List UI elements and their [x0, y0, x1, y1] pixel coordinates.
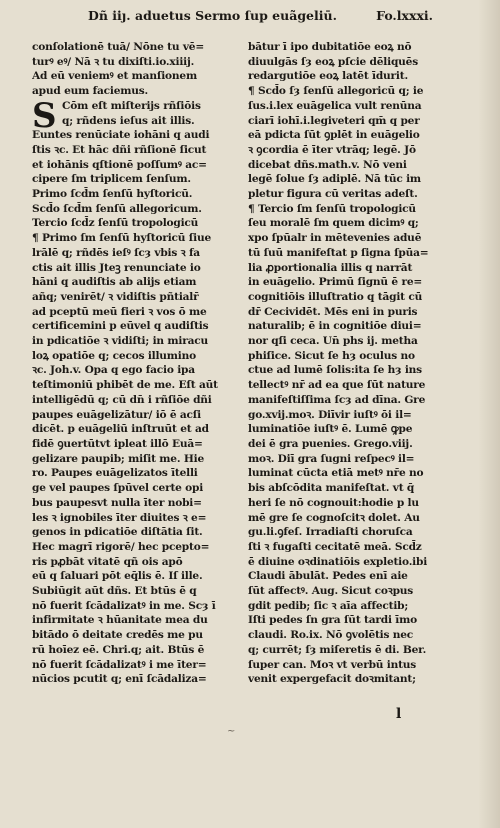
- text-line: bis abſcōdita manifeſtat. vt q̄: [248, 482, 415, 495]
- text-line: Primo ſcd̄m ſenſū hyſtoricū.: [32, 188, 193, 201]
- text-line: nor qſi ceca. Un̄ phs ij. metha: [248, 335, 418, 348]
- text-line: teſtimoniū phibēt de me. Eſt aūt: [32, 379, 218, 392]
- text-line: Hec magrī rigorē/ hec pcepto=: [32, 540, 210, 553]
- text-line: conſolationē tuā/ Nōne tu vē=: [32, 41, 204, 53]
- text-line: Cōm eſt miſterijs rñſiōis: [62, 99, 201, 112]
- text-line: tellectꝰ nr̄ ad ea que ſūt nature: [248, 379, 426, 392]
- running-header: [88, 8, 433, 30]
- text-line: pletur figura cū veritas adeſt.: [248, 188, 418, 201]
- text-line: paupes euāgelizātur/ iō ē acſi: [32, 408, 201, 421]
- text-line: ge vel paupes ſpūvel certe opi: [32, 482, 204, 495]
- running-header-title: Dñ iiȷ. aduetus Sermo ſup euãgeliū.: [88, 8, 337, 23]
- text-line: legē ſolue ſȝ adiplē. Nā tūc im: [248, 173, 421, 186]
- text-line: certificemini p eūvel q audiſtis: [32, 320, 209, 333]
- text-line: ſūt affectꝰ. Aug. Sicut coꝛpus: [248, 585, 414, 598]
- signature-mark: l: [396, 706, 402, 722]
- text-line: manifeſtiſſima ſcȝ ad dīna. Gre: [248, 393, 426, 406]
- text-line: ¶ Tercio ſm ſenſū tropologicū: [248, 202, 416, 215]
- text-line: rū hoīez eē. Chri.q; ait. Btūs ē: [32, 643, 205, 656]
- text-line: intelligēdū q; cū dn̄ i rñſiōe dñi: [32, 393, 212, 406]
- text-line: nō fuerit ſcādalizatꝰ i me īter=: [32, 658, 207, 671]
- text-line: moꝛ. Diī gra ſugni reſpecꝰ il=: [248, 452, 415, 465]
- text-line: go.xvij.moꝛ. Diīvir iuſtꝰ ōi il=: [248, 408, 412, 421]
- text-line: ad pceptū meū fieri ꝛ vos ō me: [32, 305, 207, 318]
- drop-initial: S: [32, 95, 57, 136]
- left-column: [32, 40, 232, 687]
- right-column: [248, 40, 444, 687]
- text-line: q; currēt; ſȝ miſeretis ē di. Ber.: [248, 643, 427, 656]
- text-line: Subiūgit aūt dñs. Et btūs ē q: [32, 585, 197, 598]
- text-line: in euāgelio. Primū ſignū ē re=: [248, 276, 423, 289]
- text-line: genos in pdicatiōe diſtātia ſit.: [32, 526, 203, 539]
- text-line: ſeu moralē ſm quem dicimꝰ q;: [248, 217, 419, 230]
- text-line: infirmitate ꝛ hūanitate mea du: [32, 614, 208, 627]
- text-line: heri ſe nō cognouit:hodie p lu: [248, 496, 419, 509]
- text-line: phiſice. Sicut ſe hȝ oculus no: [248, 349, 415, 362]
- text-line: gu.li.ꝯfeſ. Irradiaſti choruſca: [248, 526, 413, 539]
- text-line: lrālē q; rñdēs ieſꝰ ſcȝ vbis ꝛ fa: [32, 246, 200, 259]
- text-line: fidē ꝯuertūtvt ipleat illō Euā=: [32, 437, 203, 450]
- text-line: cognitiōis illuſtratio q tāgit cū: [248, 290, 423, 303]
- text-line: Scd̄o ſcd̄m ſenſū allegoricum.: [32, 202, 202, 215]
- text-line: Euntes renūciate iohāni q audi: [32, 129, 210, 142]
- text-line: dicebat dñs.math.v. Nō veni: [248, 158, 407, 171]
- text-line: ro. Paupes euāgelizatos ītelli: [32, 467, 198, 480]
- text-line: ꝛc. Joh.v. Opa q ego facio ipa: [32, 364, 195, 377]
- text-line: apud eum faciemus.: [32, 85, 149, 98]
- text-line: claudi. Ro.ix. Nō ꝯvolētis nec: [248, 629, 414, 642]
- text-line: ctue ad lumē ſolis:ita ſe hȝ ins: [248, 364, 422, 377]
- text-line: añq; venirēt/ ꝛ vidiſtis pñtialr̄: [32, 290, 199, 303]
- text-line: hāni q audiſtis ab alijs etiam: [32, 276, 197, 289]
- text-line: ſti ꝛ fugaſti cecitatē meā. Scd̄z: [248, 540, 422, 553]
- text-line: gelizare paupib; miſit me. Hie: [32, 452, 204, 465]
- text-line: ꝛ ꝯcordia ē īter vtrāq; legē. Jō: [248, 143, 416, 156]
- folio-number: Fo.lxxxi.: [376, 8, 433, 23]
- text-line: ē diuine oꝛdinatiōis expletio.ibi: [248, 555, 428, 568]
- text-line: cipere ſm triplicem ſenſum.: [32, 173, 191, 186]
- text-line: ris pꝓbāt vitatē qñ ois apō: [32, 555, 183, 568]
- text-line: et iohānis qſtionē poſſumꝰ ac=: [32, 158, 207, 171]
- text-line: Claudi ābulāt. Pedes enī aie: [248, 570, 408, 583]
- text-line: redargutiōe eoꝝ latēt īdurit.: [248, 70, 408, 83]
- text-line: dr̄ Cecividēt. Mēs eni in puris: [248, 305, 418, 318]
- text-line: xpo ſpūalr in mētevenies aduē: [248, 232, 422, 245]
- text-line: ſuper can. Moꝛ vt verbū intus: [248, 658, 417, 671]
- text-line: ciarī iohī.i.legiveteri qm̄ q per: [248, 114, 420, 127]
- text-line: luminat cūcta etiā metꝰ nr̄e no: [248, 467, 424, 480]
- text-line: les ꝛ ignobiles īter diuites ꝛ e=: [32, 511, 207, 524]
- text-line: diuulgās ſȝ eoꝝ pſcie dēliquēs: [248, 55, 418, 68]
- text-line: bātur ī ipo dubitatiōe eoꝝ nō: [248, 41, 412, 53]
- text-line: eū q ſaluari pōt eq̄lis ē. Iſ ille.: [32, 570, 203, 583]
- margin-fleck: ~: [227, 726, 236, 737]
- text-line: q; rñdens ieſus ait illis.: [62, 114, 195, 127]
- text-line: luminatiōe iuſtꝰ ē. Lumē ꝙpe: [248, 423, 413, 436]
- text-line: ſtis ꝛc. Et hāc dñi rñſionē ſicut: [32, 143, 207, 156]
- text-line: Iſti pedes ſn gra ſūt tardi īmo: [248, 614, 417, 627]
- text-line: lia ꝓportionalia illis q narrāt: [248, 261, 413, 274]
- page-gutter-shadow: [478, 0, 500, 828]
- text-line: nūcios pcutit q; enī ſcādaliza=: [32, 673, 207, 686]
- text-line: Ad eū veniemꝰ et manſionem: [32, 70, 197, 83]
- text-line: naturalib; ē in cognitiōe diui=: [248, 320, 422, 333]
- text-line: loꝝ opatiōe q; cecos illumino: [32, 349, 196, 362]
- text-line: dicēt. p euāgeliū inſtruūt et ad: [32, 423, 209, 436]
- text-line: eā pdicta ſūt ꝯplēt in euāgelio: [248, 129, 420, 142]
- text-line: ſus.i.lex euāgelica vult renūna: [248, 99, 422, 112]
- text-line: venit expergefacit doꝛmitant;: [248, 673, 416, 686]
- text-line: gdit pedib; ſic ꝛ aīa affectib;: [248, 599, 409, 612]
- text-line: dei ē gra puenies. Grego.viij.: [248, 437, 413, 450]
- text-line: nō fuerit ſcādalizatꝰ in me. Scȝ ī: [32, 599, 216, 612]
- text-line: Tercio ſcd̄z ſenſū tropologicū: [32, 217, 199, 230]
- text-line: ctis ait illis Jteꝫ renunciate io: [32, 261, 201, 274]
- text-line: ¶ Scd̄o ſȝ ſenſū allegoricū q; ie: [248, 85, 424, 98]
- text-line: mē gre ſe cognoſcitꝛ dolet. Au: [248, 511, 420, 524]
- text-line: in pdicatiōe ꝛ vidiſti; in miracu: [32, 335, 209, 348]
- text-line: bitādo ō deitate credēs me pu: [32, 629, 203, 642]
- text-line: bus paupesvt nulla īter nobi=: [32, 496, 202, 509]
- text-line: turꝰ eꝰ/ Nā ꝛ tu dixiſti.io.xiiij.: [32, 55, 195, 68]
- text-line: tū ſuū manifeſtat p ſigna ſpūa=: [248, 246, 429, 259]
- text-line: ¶ Primo ſm ſenſū hyſtoricū ſiue: [32, 232, 212, 245]
